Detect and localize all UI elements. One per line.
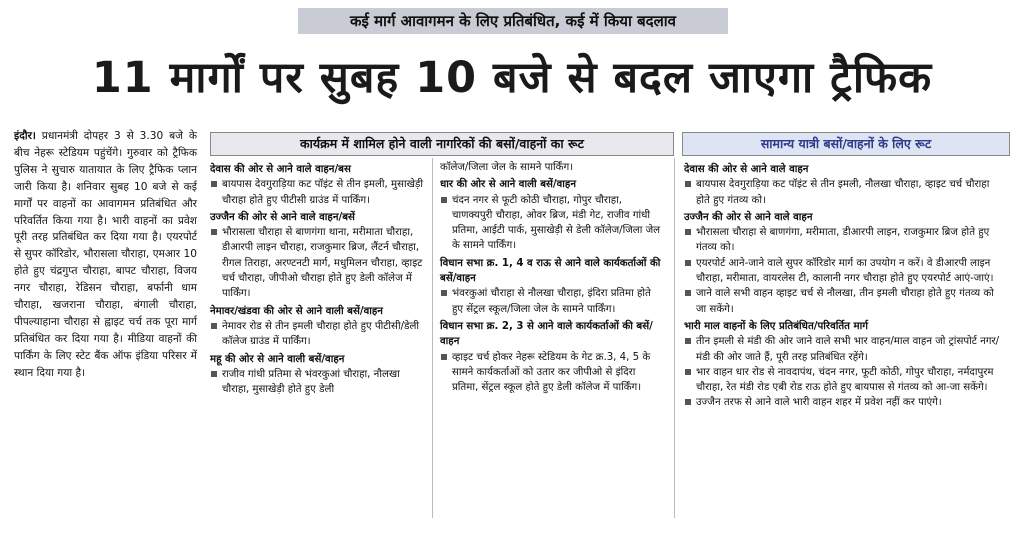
route-item-text: एयरपोर्ट आने-जाने वाले सुपर कॉरिडोर मार्ग का उपयोग न करें। वे डीआरपी लाइन चौराहा, मरीमाता, वायरलेस टी, कालानी नगर चौराहा होते हुए एयरपोर्ट आएं-जाएं। — [696, 257, 994, 285]
bullet-square-icon — [441, 197, 447, 203]
route-subheading: विधान सभा क्र. 1, 4 व राऊ से आने वाले कार्यकर्ताओं की बसें/वाहन — [440, 257, 661, 285]
route-item-text: बायपास देवगुराड़िया कट पॉइंट से तीन इमली, नौलखा चौराहा, व्हाइट चर्च चौराहा होते हुए गंतव्य को। — [696, 179, 990, 206]
bullet-square-icon — [211, 229, 217, 235]
route-item-text: तीन इमली से मंडी की ओर जाने वाले सभी भार वाहन/माल वाहन जो ट्रांसपोर्ट नगर/मंडी की ओर जाते हैं, पूरी तरह प्रतिबंधित रहेंगे। — [696, 336, 1000, 363]
bullet-square-icon — [685, 181, 691, 187]
section-title-general: सामान्य यात्री बसों/वाहनों के लिए रूट — [682, 132, 1010, 156]
route-item-text: भार वाहन धार रोड से नावदापंथ, चंदन नगर, फूटी कोठी, गोपुर चौराहा, नर्मदापुरम चौराहा, रेत मंडी रोड एबी रोड राऊ होते हुए बायपास से गंतव्य को आ-जा सकेंगे। — [696, 366, 994, 394]
route-item-text: चंदन नगर से फूटी कोठी चौराहा, गोपुर चौराहा, चाणक्यपुरी चौराहा, ओवर ब्रिज, मंडी गेट, राजीव गांधी प्रतिमा, आईटी पार्क, मुसाखेड़ी से डेली कॉलेज/जिला जेल के सामने पार्किंग। — [452, 194, 661, 252]
route-column-1 — [210, 160, 425, 397]
route-item-text: भौरासला चौराहा से बाणगंगा थाना, मरीमाता चौराहा, डीआरपी लाइन चौराहा, राजकुमार ब्रिज, लैंटर्न चौराहा, रीगल तिराहा, अरण्टनटी मार्ग, मधुमिलन चौराहा, व्हाइट चर्च चौराहा, जीपीओ चौराहा होते हुए डेली कॉलेज में पार्किंग। — [222, 227, 423, 300]
route-subheading: धार की ओर से आने वाली बसें/वाहन — [440, 179, 576, 191]
bullet-square-icon — [685, 338, 691, 344]
route-item-text: नेमावर रोड से तीन इमली चौराहा होते हुए पीटीसी/डेली कॉलेज ग्राउंड में पार्किंग। — [222, 320, 420, 348]
route-subheading: उज्जैन की ओर से आने वाले वाहन/बसें — [210, 211, 355, 223]
route-item — [684, 225, 1006, 256]
route-item — [684, 177, 1006, 208]
route-column-3 — [684, 160, 1006, 411]
route-item — [684, 286, 1006, 317]
route-item-text: राजीव गांधी प्रतिमा से भंवरकुआं चौराहा, नौलखा चौराहा, मुसाखेड़ी होते हुए डेली — [222, 368, 400, 396]
bullet-square-icon — [211, 181, 217, 187]
route-item — [684, 395, 1006, 410]
route-subheading: विधान सभा क्र. 2, 3 से आने वाले कार्यकर्ताओं की बसें/वाहन — [440, 320, 653, 348]
intro-paragraph — [14, 128, 197, 382]
route-subheading: देवास की ओर से आने वाले वाहन — [684, 164, 809, 175]
route-item — [440, 193, 662, 254]
route-subheading: उज्जैन की ओर से आने वाले वाहन — [684, 211, 813, 223]
dateline: इंदौर। — [14, 130, 36, 142]
route-item — [440, 350, 662, 396]
route-item — [684, 365, 1006, 396]
headline: 11 मार्गों पर सुबह 10 बजे से बदल जाएगा ट्रैफिक — [91, 53, 933, 103]
route-item-text: जाने वाले सभी वाहन व्हाइट चर्च से नौलखा, तीन इमली चौराहा होते हुए गंतव्य को जा सकेंगे। — [696, 288, 994, 315]
route-item — [210, 225, 425, 301]
route-subheading: नेमावर/खंडवा की ओर से आने वाली बसें/वाहन — [210, 305, 383, 317]
route-item-text: भंवरकुआं चौराहा से नौलखा चौराहा, इंदिरा प्रतिमा होते हुए सेंट्रल स्कूल/जिला जेल के सामने पार्किंग। — [452, 288, 651, 315]
bullet-square-icon — [685, 229, 691, 235]
intro-body: प्रधानमंत्री दोपहर 3 से 3.30 बजे के बीच नेहरू स्टेडियम पहुंचेंगे। गुरुवार को ट्रैफिक पुलिस ने सुचारु यातायात के लिए ट्रैफिक प्लान जारी किया है। शनिवार सुबह 10 बजे से कई मार्गों पर वाहनों का आवागमन प्रतिबंधित और परिवर्तित किया गया है। भारी वाहनों का प्रवेश पूरी तरह प्रतिबंधित कर दिया गया है। एयरपोर्ट से सुपर कॉरिडोर, भौरासला चौराहा, एमआर 10 होते हुए चंद्रगुप्त चौराहा, बापट चौराहा, विजय नगर चौराहा, रेडिसन चौराहा, बर्फानी धाम चौराहा, खजराना चौराहा, बंगाली चौराहा, पीपल्याहाना चौराहा से ह्वाइट चर्च तक पूरा मार्ग प्रतिबंधित कर दिया गया है। मीडिया वाहनों की पार्किंग के लिए स्टेट बैंक ऑफ इंडिया परिसर में स्थान दिया गया है। — [14, 130, 197, 379]
route-continuation: कॉलेज/जिला जेल के सामने पार्किंग। — [440, 162, 574, 173]
bullet-square-icon — [685, 260, 691, 266]
route-column-2 — [440, 160, 662, 395]
route-item-text: बायपास देवगुराड़िया कट पॉइंट से तीन इमली, मुसाखेड़ी चौराहा होते हुए पीटीसी ग्राउंड में पार्किंग। — [222, 179, 424, 206]
bullet-square-icon — [685, 369, 691, 375]
bullet-square-icon — [211, 371, 217, 377]
route-item-text: भौरासला चौराहा से बाणगंगा, मरीमाता, डीआरपी लाइन, राजकुमार ब्रिज होते हुए गंतव्य को। — [696, 227, 990, 254]
route-item — [684, 256, 1006, 287]
route-subheading: महू की ओर से आने वाली बसें/वाहन — [210, 353, 345, 365]
column-divider — [674, 158, 675, 518]
bullet-square-icon — [441, 290, 447, 296]
route-item — [210, 367, 425, 398]
bullet-square-icon — [441, 354, 447, 360]
route-subheading: भारी माल वाहनों के लिए प्रतिबंधित/परिवर्तित मार्ग — [684, 320, 868, 332]
column-divider — [432, 158, 433, 518]
bullet-square-icon — [211, 323, 217, 329]
route-subheading: देवास की ओर से आने वाले वाहन/बस — [210, 164, 351, 175]
bullet-square-icon — [685, 399, 691, 405]
route-item — [440, 286, 662, 317]
route-item-text: उज्जैन तरफ से आने वाले भारी वाहन शहर में प्रवेश नहीं कर पाएंगे। — [696, 397, 942, 409]
route-item-text: व्हाइट चर्च होकर नेहरू स्टेडियम के गेट क्र.3, 4, 5 के सामने कार्यकर्ताओं को उतार कर जीपीओ से इंदिरा प्रतिमा, सेंट्रल स्कूल होते हुए डेली कॉलेज में पार्किंग। — [452, 351, 651, 394]
bullet-square-icon — [685, 290, 691, 296]
route-item — [210, 177, 425, 208]
route-item — [210, 319, 425, 350]
kicker: कई मार्ग आवागमन के लिए प्रतिबंधित, कई में किया बदलाव — [298, 8, 728, 34]
section-title-participants: कार्यक्रम में शामिल होने वाली नागरिकों की बसों/वाहनों का रूट — [210, 132, 674, 156]
route-item — [684, 334, 1006, 365]
